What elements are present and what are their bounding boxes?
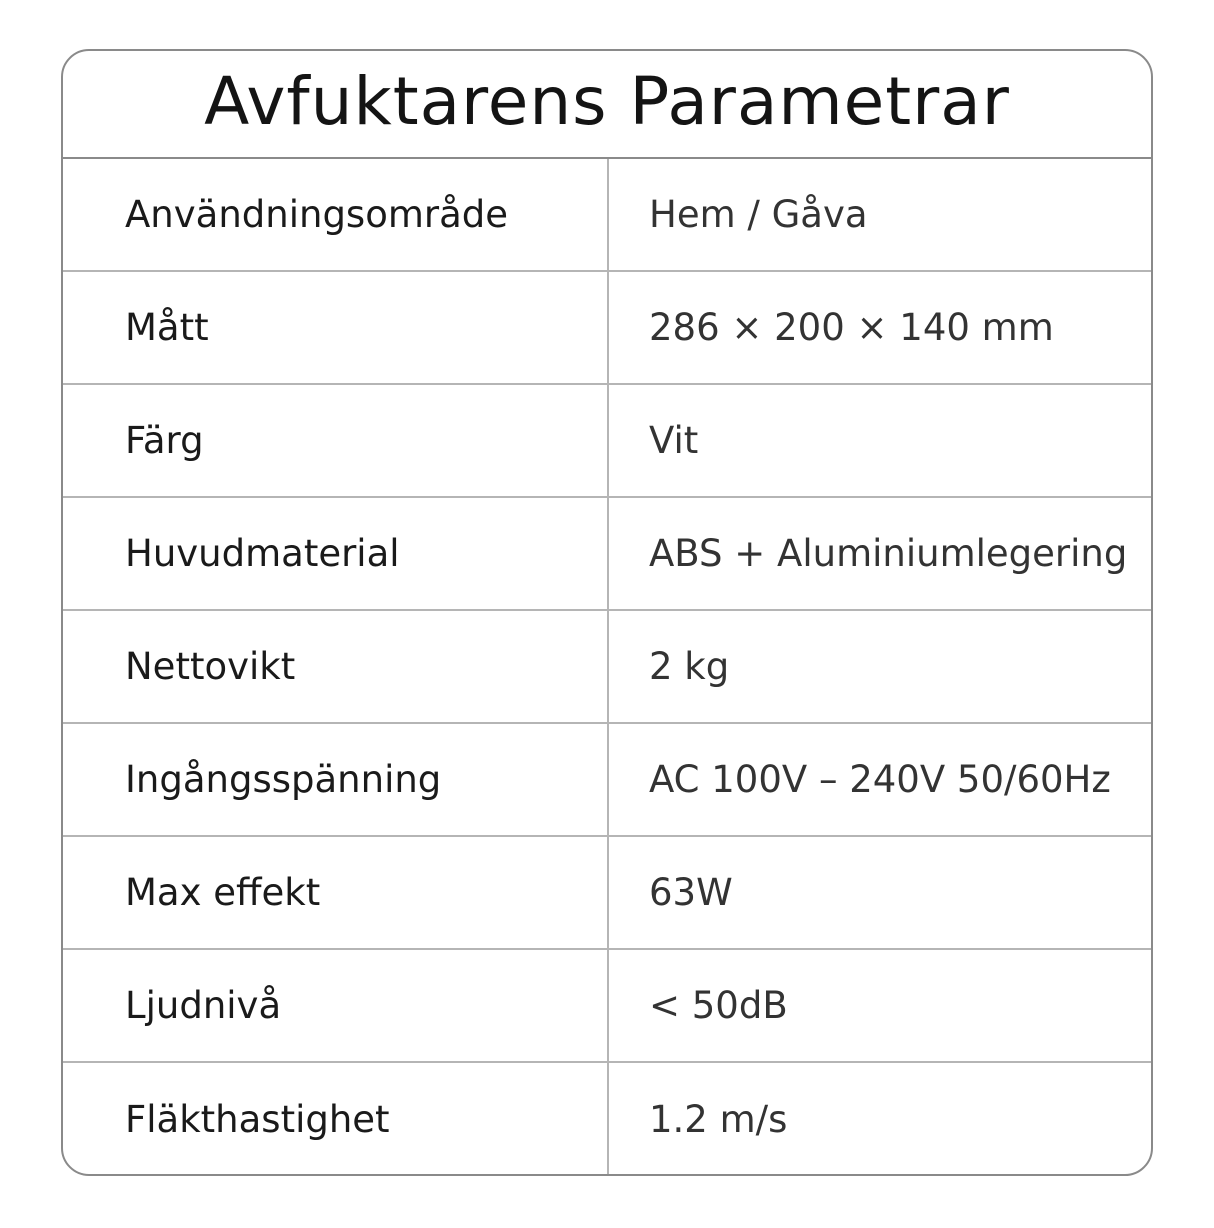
- spec-table: [63, 159, 1151, 1174]
- row-value: 2 kg: [649, 645, 730, 688]
- row-value: 63W: [649, 871, 733, 914]
- spec-card: [61, 49, 1153, 1176]
- table-row: [63, 837, 1151, 950]
- row-label: Användningsområde: [63, 159, 609, 270]
- row-value: Hem / Gåva: [649, 193, 868, 236]
- table-row: [63, 272, 1151, 385]
- row-value: AC 100V – 240V 50/60Hz: [649, 758, 1111, 801]
- table-row: [63, 950, 1151, 1063]
- row-label: Fläkthastighet: [63, 1063, 609, 1176]
- row-value: Vit: [649, 419, 699, 462]
- table-row: [63, 611, 1151, 724]
- row-label: Färg: [63, 385, 609, 496]
- row-value: < 50dB: [649, 984, 788, 1027]
- row-label: Mått: [63, 272, 609, 383]
- page-title: Avfuktarens Parametrar: [204, 62, 1010, 140]
- row-value: ABS + Aluminiumlegering: [649, 532, 1128, 575]
- table-row: [63, 385, 1151, 498]
- table-row: [63, 159, 1151, 272]
- row-label: Huvudmaterial: [63, 498, 609, 609]
- table-row: [63, 1063, 1151, 1176]
- title-bar: [63, 51, 1151, 159]
- row-label: Nettovikt: [63, 611, 609, 722]
- table-row: [63, 724, 1151, 837]
- table-row: [63, 498, 1151, 611]
- row-label: Max effekt: [63, 837, 609, 948]
- row-value: 1.2 m/s: [649, 1098, 788, 1141]
- row-label: Ingångsspänning: [63, 724, 609, 835]
- row-label: Ljudnivå: [63, 950, 609, 1061]
- row-value: 286 × 200 × 140 mm: [649, 306, 1054, 349]
